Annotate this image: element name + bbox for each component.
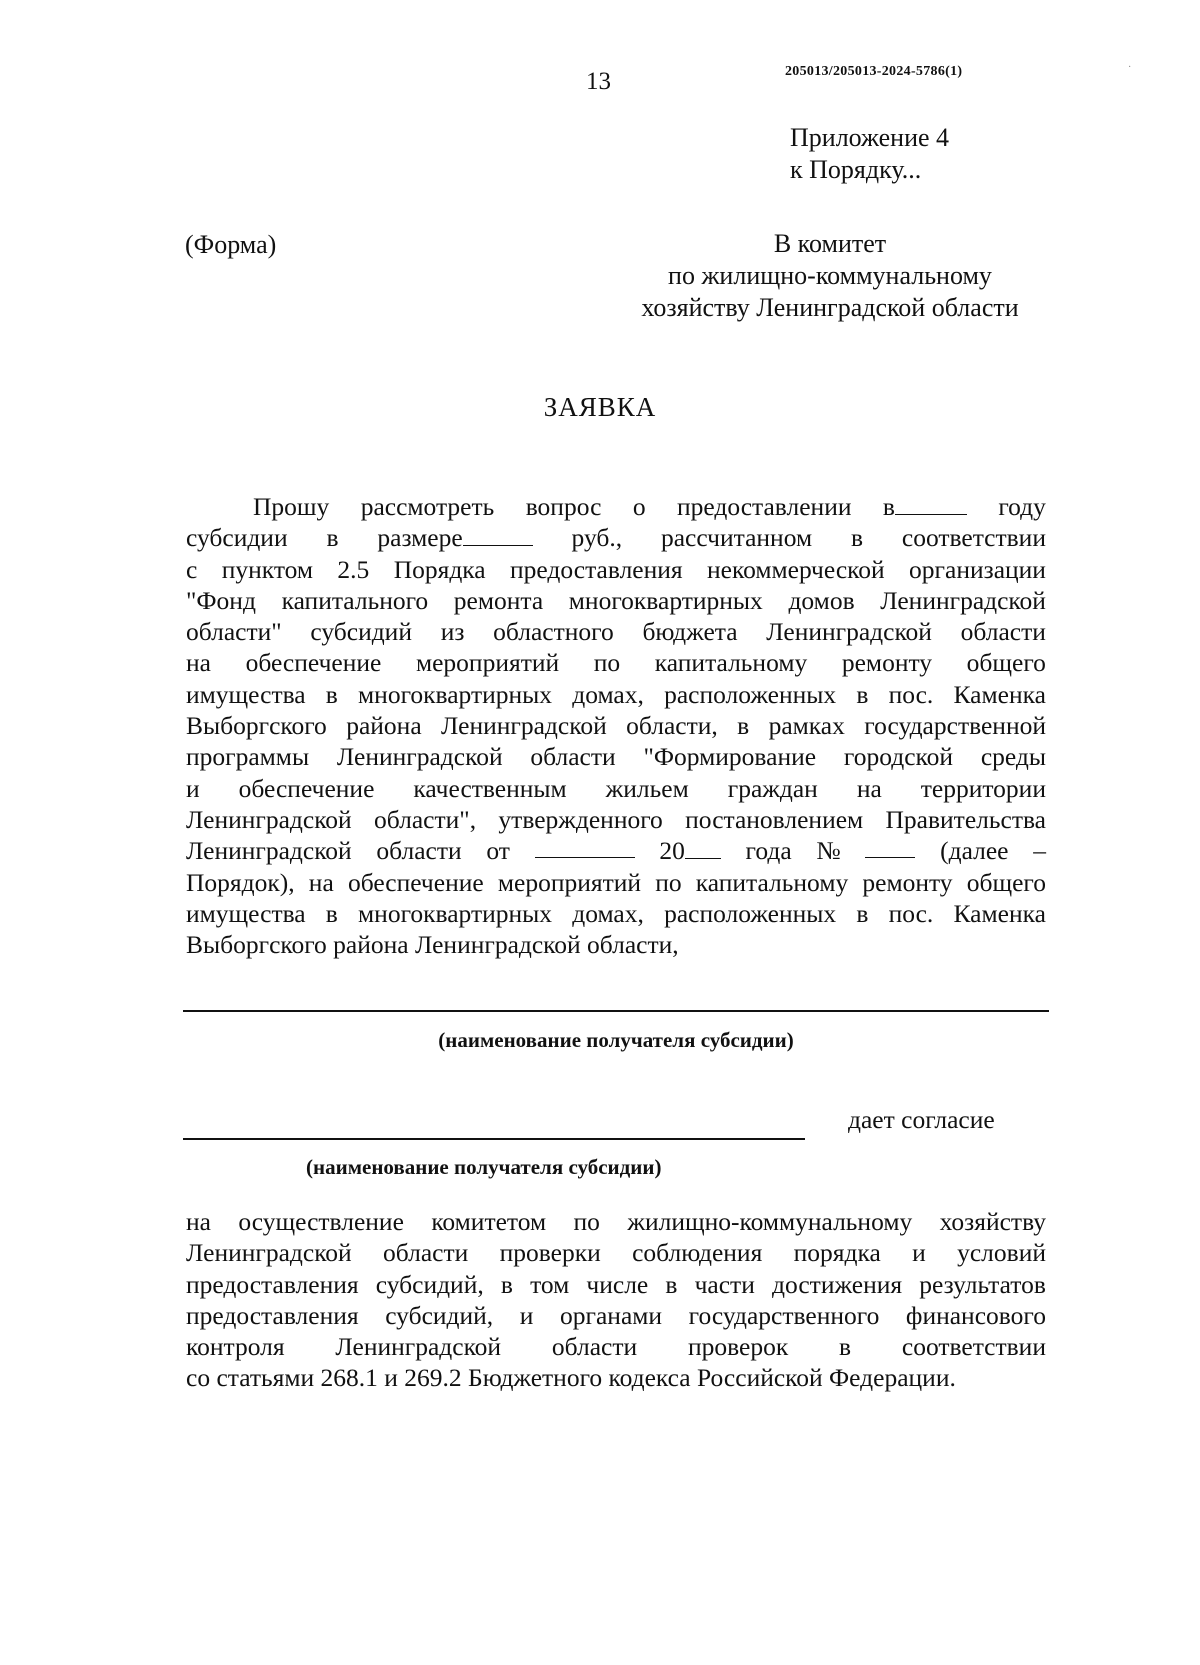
body-line: Ленинградской области", утвержденного постановлением Правительства — [186, 804, 1046, 834]
body-line: области" субсидий из областного бюджета Ленинградской области — [186, 617, 1046, 647]
request-paragraph — [186, 491, 1046, 960]
body-line: и обеспечение качественным жильем граждан на территории — [186, 773, 1046, 803]
amount-blank[interactable] — [463, 523, 533, 546]
addressee-line-3: хозяйству Ленинградской области — [641, 293, 1019, 322]
body-line: имущества в многоквартирных домах, расположенных в пос. Каменка — [186, 679, 1046, 709]
body-line: предоставления субсидий, и органами государственного финансового — [186, 1300, 1046, 1330]
document-title: ЗАЯВКА — [543, 392, 657, 422]
date-blank[interactable] — [535, 835, 635, 858]
body-line: на осуществление комитетом по жилищно-коммунальному хозяйству — [186, 1207, 1046, 1236]
body-line: Выборгского района Ленинградской области, в рамках государственной — [186, 711, 1046, 741]
body-line: контроля Ленинградской области проверок в соответствии — [186, 1332, 1046, 1362]
body-line: имущества в многоквартирных домах, расположенных в пос. Каменка — [186, 898, 1046, 928]
recipient-caption-2: (наименование получателя субсидии) — [306, 1155, 662, 1179]
recipient-name-line-2[interactable] — [183, 1138, 805, 1140]
year-blank[interactable] — [895, 492, 967, 515]
margin-mark: · — [1128, 62, 1132, 73]
year-suffix-blank[interactable] — [685, 836, 721, 859]
body-line: на обеспечение мероприятий по капитальному ремонту общего — [186, 648, 1046, 678]
appendix-reference — [790, 122, 949, 186]
body-line: Прошу рассмотреть вопрос о предоставлении в году — [253, 492, 1046, 521]
page-number: 13 — [586, 68, 611, 95]
appendix-line-1: Приложение 4 — [790, 123, 950, 152]
body-line: программы Ленинградской области "Формирование городской среды — [186, 742, 1046, 772]
form-label: (Форма) — [185, 230, 277, 259]
body-line: Ленинградской области проверки соблюдения порядка и условий — [186, 1238, 1046, 1268]
body-line: со статьями 268.1 и 269.2 Бюджетного кодекса Российской Федерации. — [186, 1363, 956, 1393]
consent-paragraph — [186, 1206, 1046, 1394]
body-line: Ленинградской области от 20 года № (далее – — [186, 836, 1046, 866]
body-line: Порядок), на обеспечение мероприятий по капитальному ремонту общего — [186, 867, 1046, 897]
decree-number-blank[interactable] — [865, 835, 915, 858]
document-id: 205013/205013-2024-5786(1) — [785, 64, 963, 79]
recipient-name-line-1[interactable] — [183, 1010, 1049, 1012]
addressee-block — [620, 228, 1040, 324]
addressee-line-2: по жилищно-коммунальному — [668, 261, 992, 290]
appendix-line-2: к Порядку... — [790, 155, 922, 184]
body-line: предоставления субсидий, в том числе в части достижения результатов — [186, 1269, 1046, 1299]
body-line: субсидии в размере руб., рассчитанном в соответствии — [186, 523, 1046, 553]
body-line: "Фонд капитального ремонта многоквартирных домов Ленинградской — [186, 585, 1046, 615]
body-line: Выборгского района Ленинградской области, — [186, 930, 679, 960]
addressee-line-1: В комитет — [773, 229, 887, 258]
body-line: с пунктом 2.5 Порядка предоставления некоммерческой организации — [186, 554, 1046, 584]
consent-text: дает согласие — [848, 1105, 995, 1134]
recipient-caption-1: (наименование получателя субсидии) — [438, 1028, 794, 1052]
